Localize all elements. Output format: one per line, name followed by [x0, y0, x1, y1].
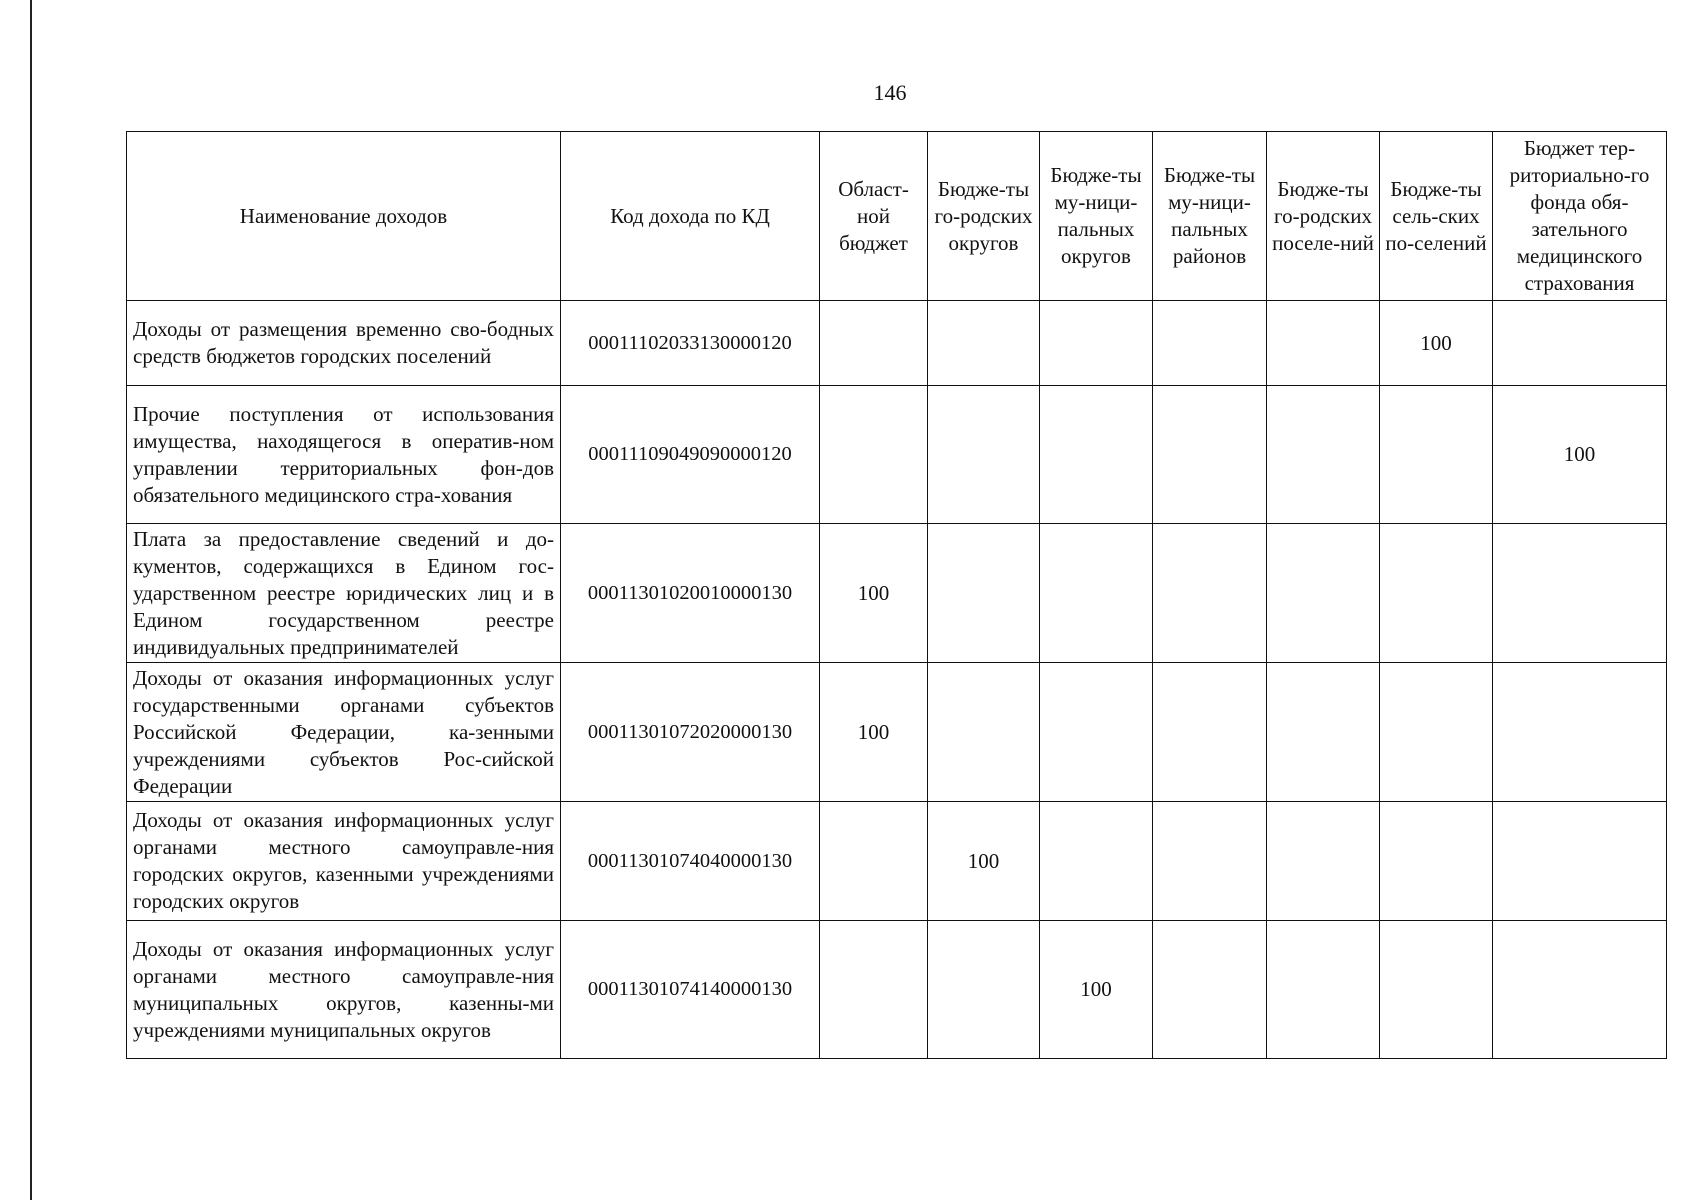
value-cell: [820, 802, 928, 921]
income-distribution-table: [126, 131, 1667, 1059]
value-cell: [1153, 524, 1267, 663]
header-municipal-regions-budgets: Бюдже-ты му-ници-пальных районов: [1153, 132, 1267, 301]
value-cell: [1040, 386, 1153, 524]
table-row: [127, 802, 1667, 921]
income-name-cell: Доходы от оказания информационных услуг государственными органами субъектов Российской Федерации, ка-зенными учреждениями субъектов Рос-сийской Федерации: [127, 663, 561, 802]
value-cell: [1380, 802, 1493, 921]
page-number: 146: [873, 80, 907, 105]
value-cell: [820, 301, 928, 386]
page-margin-line: [30, 0, 32, 1200]
income-name-cell: Плата за предоставление сведений и до-кументов, содержащихся в Едином гос-ударственном реестре юридических лиц и в Едином государственном реестре индивидуальных предпринимателей: [127, 524, 561, 663]
income-name-cell: Доходы от оказания информационных услуг органами местного самоуправле-ния муниципальных округов, казенны-ми учреждениями муниципальных округов: [127, 921, 561, 1059]
value-cell: [1380, 386, 1493, 524]
income-code-cell: 00011109049090000120: [561, 386, 820, 524]
header-tfoms-budget: Бюджет тер-риториально-го фонда обя-зательного медицинского страхования: [1493, 132, 1667, 301]
value-cell: [928, 921, 1040, 1059]
income-code-cell: 00011102033130000120: [561, 301, 820, 386]
value-cell: [1040, 301, 1153, 386]
income-name-cell: Прочие поступления от использования имущества, находящегося в оператив-ном управлении территориальных фон-дов обязательного медицинского стра-хования: [127, 386, 561, 524]
income-name-cell: Доходы от размещения временно сво-бодных средств бюджетов городских поселений: [127, 301, 561, 386]
value-cell: [1267, 524, 1380, 663]
income-name-cell: Доходы от оказания информационных услуг органами местного самоуправле-ния городских округов, казенными учреждениями городских округов: [127, 802, 561, 921]
value-cell: [820, 386, 928, 524]
value-cell: 100: [1040, 921, 1153, 1059]
value-cell: [1153, 663, 1267, 802]
value-cell: [1153, 802, 1267, 921]
value-cell: [1267, 386, 1380, 524]
value-cell: [1267, 802, 1380, 921]
value-cell: [928, 301, 1040, 386]
value-cell: [1493, 802, 1667, 921]
header-regional-budget: Област-ной бюджет: [820, 132, 928, 301]
income-code-cell: 00011301072020000130: [561, 663, 820, 802]
header-income-name: Наименование доходов: [127, 132, 561, 301]
value-cell: [1493, 663, 1667, 802]
value-cell: 100: [1380, 301, 1493, 386]
value-cell: [928, 524, 1040, 663]
value-cell: [928, 663, 1040, 802]
value-cell: 100: [1493, 386, 1667, 524]
value-cell: [1267, 663, 1380, 802]
value-cell: [1380, 524, 1493, 663]
table-row: [127, 386, 1667, 524]
header-city-districts-budgets: Бюдже-ты го-родских округов: [928, 132, 1040, 301]
value-cell: [1267, 921, 1380, 1059]
value-cell: [1493, 524, 1667, 663]
header-municipal-districts-budgets: Бюдже-ты му-ници-пальных округов: [1040, 132, 1153, 301]
value-cell: [1040, 802, 1153, 921]
value-cell: [1493, 921, 1667, 1059]
table-header-row: [127, 132, 1667, 301]
value-cell: 100: [820, 524, 928, 663]
header-income-code: Код дохода по КД: [561, 132, 820, 301]
value-cell: [1153, 386, 1267, 524]
value-cell: [1493, 301, 1667, 386]
value-cell: [820, 921, 928, 1059]
table-row: [127, 524, 1667, 663]
table-row: [127, 301, 1667, 386]
value-cell: [1040, 524, 1153, 663]
table-row: [127, 663, 1667, 802]
income-code-cell: 00011301074040000130: [561, 802, 820, 921]
value-cell: [1380, 663, 1493, 802]
value-cell: [1153, 301, 1267, 386]
value-cell: 100: [820, 663, 928, 802]
value-cell: [1380, 921, 1493, 1059]
value-cell: 100: [928, 802, 1040, 921]
table-row: [127, 921, 1667, 1059]
income-code-cell: 00011301074140000130: [561, 921, 820, 1059]
header-urban-settlements-budgets: Бюдже-ты го-родских поселе-ний: [1267, 132, 1380, 301]
value-cell: [928, 386, 1040, 524]
value-cell: [1267, 301, 1380, 386]
value-cell: [1040, 663, 1153, 802]
header-rural-settlements-budgets: Бюдже-ты сель-ских по-селений: [1380, 132, 1493, 301]
value-cell: [1153, 921, 1267, 1059]
income-code-cell: 00011301020010000130: [561, 524, 820, 663]
